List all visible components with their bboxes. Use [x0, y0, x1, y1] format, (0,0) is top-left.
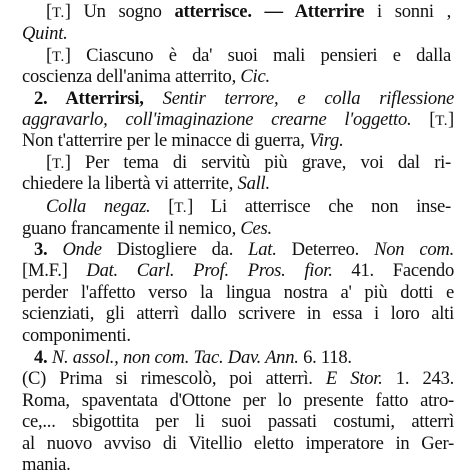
- text-segment: Lat.: [248, 239, 277, 260]
- text-segment: coscienza dell'anima atterrito,: [22, 66, 241, 87]
- text-segment: [144, 88, 163, 109]
- text-segment: [: [46, 45, 52, 66]
- text-line: [22, 434, 454, 454]
- text-segment: mania.: [22, 454, 71, 475]
- text-segment: E Stor.: [325, 368, 383, 389]
- text-segment: Non t'atterrire per le minacce di guerra,: [22, 130, 310, 151]
- text-segment: Quint.: [22, 23, 68, 44]
- text-segment: 41. Facendo: [332, 260, 454, 281]
- text-segment: [M.F.]: [22, 260, 87, 281]
- text-segment: ] Ciascuno è da' suoi mali pensieri e dalla: [64, 45, 451, 66]
- text-line: [46, 2, 451, 23]
- text-segment: perder l'affetto verso la lingua nostra a' più dotti e: [22, 282, 454, 303]
- text-segment: (C) Prima si rimescolò, poi atterrì.: [22, 368, 326, 389]
- text-segment: ] Per tema di servitù più grave, voi dal ri-: [64, 152, 451, 173]
- text-segment: T.: [51, 49, 65, 65]
- text-line: [46, 197, 451, 218]
- text-segment: 3.: [34, 239, 63, 260]
- text-line: [34, 89, 454, 109]
- text-segment: Ces.: [240, 218, 272, 239]
- text-segment: Virg.: [309, 130, 344, 151]
- text-segment: T.: [435, 113, 449, 129]
- text-segment: aggravarlo, coll'imaginazione crearne l'oggetto.: [22, 109, 412, 130]
- text-line: [22, 369, 454, 389]
- text-line: [22, 326, 470, 346]
- text-segment: atterrisce. — Atterrire: [174, 1, 365, 22]
- text-line: [22, 219, 470, 239]
- text-segment: 6. 118.: [298, 347, 352, 368]
- text-segment: Deterreo.: [276, 239, 375, 260]
- text-segment: Dat. Carl. Prof. Pros. fior.: [86, 260, 333, 281]
- text-segment: T.: [51, 156, 65, 172]
- text-segment: Onde: [62, 239, 102, 260]
- text-segment: [: [411, 109, 436, 130]
- text-line: [22, 283, 454, 303]
- text-line: [34, 240, 454, 260]
- text-line: [22, 67, 470, 87]
- text-line: [22, 455, 470, 475]
- text-line: [22, 261, 454, 281]
- text-segment: ce,... sbigottita per li suoi passati costumi, atterrì: [22, 411, 454, 432]
- text-segment: 1. 243.: [382, 368, 455, 389]
- text-segment: T.: [51, 5, 65, 21]
- text-segment: Sentir terrore, e colla riflessione: [162, 88, 454, 109]
- text-line: [46, 46, 451, 67]
- text-segment: 2. Atterrirsi,: [34, 88, 144, 109]
- text-segment: ]: [448, 109, 454, 130]
- text-segment: scienziati, gli atterrì dallo scrivere in essa i loro alti: [22, 303, 454, 324]
- text-segment: Distogliere da.: [101, 239, 249, 260]
- text-line: [22, 412, 454, 432]
- text-line: [22, 110, 454, 131]
- text-line: [22, 24, 470, 44]
- text-line: [22, 174, 470, 194]
- text-line: [22, 131, 470, 151]
- text-segment: [: [46, 1, 52, 22]
- text-segment: T.: [174, 200, 188, 216]
- text-segment: [: [150, 196, 175, 217]
- text-segment: [: [46, 152, 52, 173]
- text-line: [46, 153, 451, 174]
- text-segment: 4.: [34, 347, 52, 368]
- text-segment: Roma, spaventata d'Ottone per lo presente fatto atro-: [22, 390, 454, 411]
- text-line: [34, 348, 470, 368]
- text-segment: chiedere la libertà vi atterrite,: [22, 173, 238, 194]
- text-segment: i sonni ,: [364, 1, 451, 22]
- text-segment: Cic.: [240, 66, 270, 87]
- text-line: [22, 304, 454, 324]
- text-segment: ] Li atterrisce che non inse-: [187, 196, 451, 217]
- text-segment: componimenti.: [22, 325, 131, 346]
- text-segment: guano francamente il nemico,: [22, 218, 241, 239]
- text-segment: Sall.: [237, 173, 270, 194]
- text-line: [22, 391, 454, 411]
- text-segment: ] Un sogno: [64, 1, 175, 22]
- text-segment: Non com.: [374, 239, 455, 260]
- text-segment: al nuovo avviso di Vitellio eletto imperatore in Ger-: [22, 433, 454, 454]
- text-segment: Colla negaz.: [46, 196, 151, 217]
- text-segment: N. assol., non com. Tac. Dav. Ann.: [51, 347, 299, 368]
